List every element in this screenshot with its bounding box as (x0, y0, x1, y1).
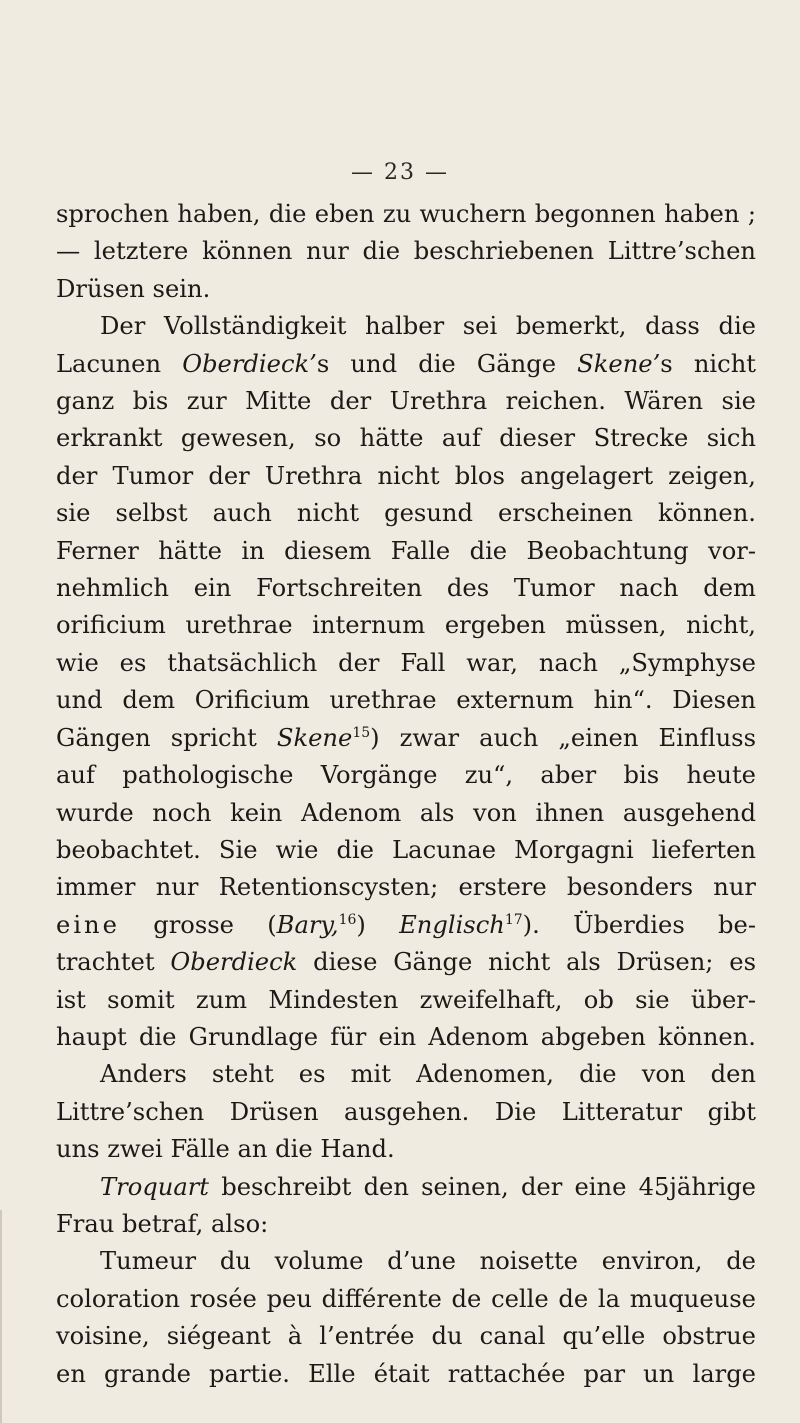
text-line: und dem Orificium urethrae externum hin“. Diesen (56, 686, 756, 715)
text-line: Anders steht es mit Adenomen, die von den (100, 1060, 756, 1089)
author-name: Skene’ (577, 349, 661, 378)
text-line: voisine, siégeant à l’entrée du canal qu’elle obstrue (56, 1322, 756, 1351)
author-name: Oberdieck’ (182, 349, 317, 378)
author-name: Oberdieck (170, 948, 298, 977)
text-line: Drüsen sein. (56, 274, 211, 303)
author-name: Skene (276, 723, 353, 752)
page-edge-shadow (0, 1210, 2, 1423)
text-line: coloration rosée peu différente de celle de la muqueuse (56, 1284, 756, 1313)
text-line: wie es thatsächlich der Fall war, nach „Symphyse (56, 648, 756, 677)
text-line: — letztere können nur die beschriebenen Littre’schen (56, 237, 756, 266)
text-run: diese Gänge nicht als Drüsen; es (297, 948, 756, 977)
text-line: Der Vollständigkeit halber sei bemerkt, dass die (100, 312, 756, 341)
footnote-ref: 16 (338, 911, 357, 928)
text-run: s nicht (660, 349, 756, 378)
text-line: wurde noch kein Adenom als von ihnen ausgehend (56, 798, 756, 827)
text-line (56, 720, 756, 757)
text-line: Tumeur du volume d’une noisette environ, de (100, 1247, 756, 1276)
footnote-ref: 15 (352, 724, 371, 741)
text-run: Gängen spricht (56, 723, 277, 752)
text-line: uns zwei Fälle an die Hand. (56, 1135, 395, 1164)
text-line: orificium urethrae internum ergeben müssen, nicht, (56, 611, 756, 640)
author-name: Bary, (276, 910, 339, 939)
text-line: ist somit zum Mindesten zweifelhaft, ob sie über- (56, 985, 756, 1014)
text-line: haupt die Grundlage für ein Adenom abgeben können. (56, 1022, 756, 1051)
text-line: Frau betraf, also: (56, 1209, 269, 1238)
text-line: immer nur Retentionscysten; erstere besonders nur (56, 873, 756, 902)
text-run: Lacunen (56, 349, 183, 378)
text-line (56, 346, 756, 383)
footnote-ref: 17 (504, 911, 523, 928)
text-line: erkrankt gewesen, so hätte auf dieser Strecke sich (56, 424, 756, 453)
text-line (56, 1169, 756, 1206)
text-run: ). Überdies be- (522, 910, 756, 939)
text-run: s und die Gänge (316, 349, 578, 378)
text-run: grosse ( (119, 910, 277, 939)
text-line: en grande partie. Elle était rattachée par un large (56, 1359, 756, 1388)
text-run: ) zwar auch „einen Einfluss (370, 723, 756, 752)
text-line: Littre’schen Drüsen ausgehen. Die Litteratur gibt (56, 1097, 756, 1126)
text-run: beschreibt den seinen, der eine 45jährige (209, 1172, 756, 1201)
text-run: trachtet (56, 948, 171, 977)
text-line: auf pathologische Vorgänge zu“, aber bis heute (56, 761, 756, 790)
text-line: ganz bis zur Mitte der Urethra reichen. Wären sie (56, 387, 756, 416)
text-line: der Tumor der Urethra nicht blos angelagert zeigen, (56, 461, 756, 490)
text-run: ) (356, 910, 400, 939)
author-name: Englisch (399, 910, 505, 939)
text-line: Ferner hätte in diesem Falle die Beobachtung vor- (56, 536, 756, 565)
text-line: sprochen haben, die eben zu wuchern begonnen haben ; (56, 200, 756, 228)
text-line: sie selbst auch nicht gesund erscheinen können. (56, 499, 756, 528)
body-text (56, 196, 756, 1393)
text-line: beobachtet. Sie wie die Lacunae Morgagni lieferten (56, 835, 756, 864)
text-line (56, 944, 756, 981)
text-line (56, 907, 756, 944)
author-name: Troquart (100, 1172, 210, 1201)
text-line: nehmlich ein Fortschreiten des Tumor nach dem (56, 574, 756, 603)
page-number: — 23 — (351, 160, 449, 185)
emphasized-word: eine (56, 910, 120, 939)
